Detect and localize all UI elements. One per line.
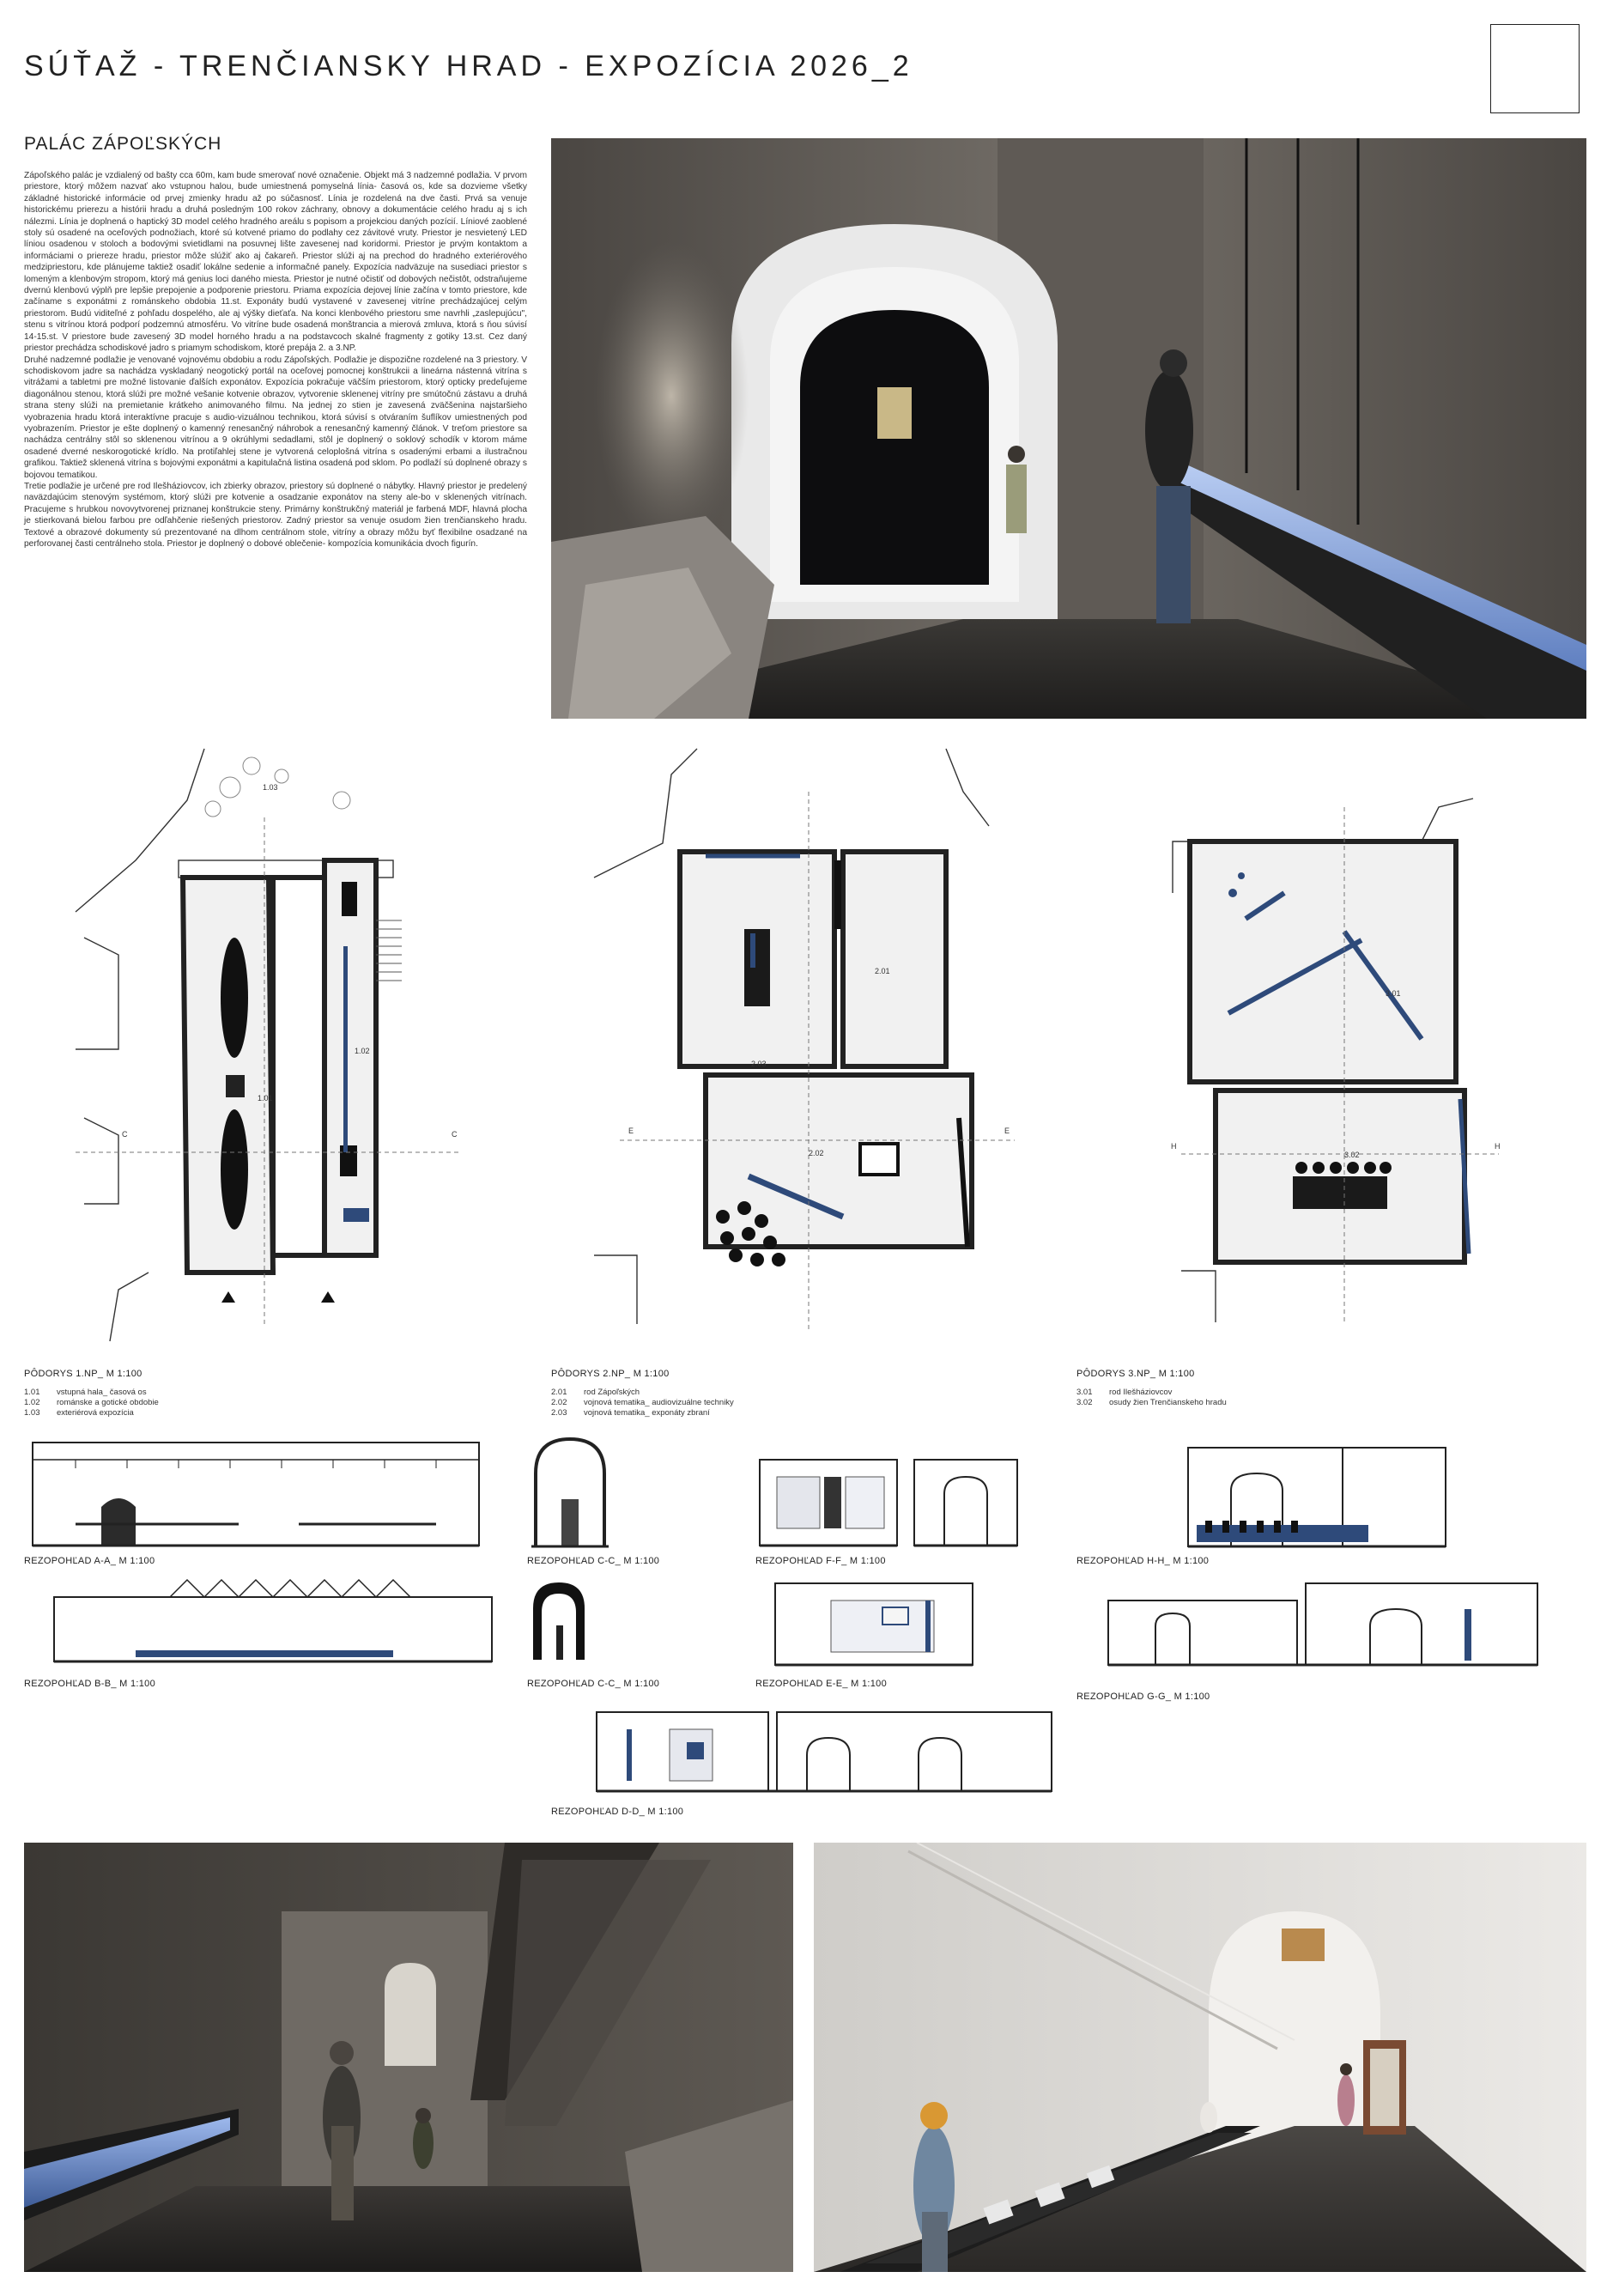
section-gg-caption: REZOPOHĽAD G-G_ M 1:100 — [1076, 1692, 1210, 1702]
plan-2np-caption: PÔDORYS 2.NP_ M 1:100 — [551, 1369, 670, 1379]
plan-1np-caption: PÔDORYS 1.NP_ M 1:100 — [24, 1369, 143, 1379]
legend-text: rod Zápoľských — [584, 1388, 640, 1397]
section-ee-drawing — [771, 1575, 977, 1669]
room-label-201: 2.01 — [875, 967, 890, 975]
floor-plan-1np — [67, 740, 470, 1358]
section-mark-h-left: H — [1171, 1142, 1177, 1151]
section-gg-drawing — [1104, 1575, 1542, 1669]
legend-text: vojnová tematika_ exponáty zbraní — [584, 1408, 710, 1418]
section-mark-e-left: E — [628, 1127, 634, 1135]
section-mark-h-right: H — [1495, 1142, 1501, 1151]
legend-text: vojnová tematika_ audiovizuálne techniky — [584, 1398, 734, 1407]
legend-code: 1.02 — [24, 1398, 40, 1407]
plan-2np-legend — [551, 1388, 734, 1418]
plan-3np-legend — [1076, 1388, 1227, 1408]
section-subtitle: PALÁC ZÁPOĽSKÝCH — [24, 134, 222, 154]
paragraph-2: Druhé nadzemné podlažie je venované vojnovému obdobiu a rodu Zápoľských. Podlažie je dispozične rozdelené na 3 priestory. V schodiskovom jadre sa nachádza vyskladaný neogotický portál na oceľovej pomocnej konštrukcii a lineárna nástenná vitrína s vitrážami a tabletmi pre možné listovanie ďalších exponátov. Expozícia pokračuje väčším priestorom, ktorý opticky predeľujeme diagonálnou stenou, ktorá slúži pre možné vešanie kotvenie obrazov, vytvorenie sklenenej vitríny pre smútočnú zástavu a druhá strana steny slúži na premietanie krátkeho animovaného filmu. Na jednej zo stien je zavesená zväčšenina najstaršieho vyobrazenia hradu ktorá interaktívne pracuje s audio-vizuálnou technikou, ktorá súvisí s otváraním šuflíkov umiestnených pod vyobrazením. Priestor je ešte doplnený o kamenný renesančný náhrobok a renesančný kamenný článok. V treťom priestore sa nachádza centrálny stôl so sklenenou vitrínou a 9 okrúhlymi sedadlami, stôl je doplnený o soklový schodík v ktorom máme osadené dverné neskorogotické krídlo. Na protiľahlej stene je vytvorená celoplošná vitrína s osadenými erbami a ilustračnou grafikou. Taktiež sklenená vitrína s bojovými exponátmi a kapitulačná listina osadená pod sklom. Po podlaží sú doplnené obrazy s bojovou tematikou. — [24, 355, 527, 480]
section-cc2-drawing — [529, 1578, 589, 1664]
paragraph-1: Zápoľského palác je vzdialený od bašty cca 60m, kam bude smerovať nové označenie. Objekt má 3 nadzemné podlažia. V prvom priestore, ktorý môžem nazvať ako vstupnou halou, bude umiestnená pomyselná línia- časová os, kde sa dozvieme všetky základné historické informácie od prvej zmienky hradu až po súčasnosť. Línia je rozdelená na dve časti. Prvá sa venuje historickému prierezu a histórii hradu a druhá posledným 100 rokov záchrany, obnovy a dokumentácie celého hradu aj s ich nálezmi. Línia je doplnená o haptický 3D model celého hradného areálu s popisom a projekciou daných pozícií. Líniové zaoblené stoly sú osadené na oceľových podnožiach, ktoré sú kotvené priamo do podlahy cez závitové vruty. Priestor je nesvietený LED líniou osadenou v stoloch a bodovými svietidlami na posuvnej lište zavesenej nad koridormi. Priestor je prvým kontaktom a informáciami o priereze hradu, priestor môže slúžiť ako aj čakareň. Priestor slúži aj na prechod do hradného exteriérového medzipriestoru, kde plánujeme taktiež osadiť lokálne sedenie a informačné panely. Expozícia nadväzuje na susediaci priestor s lomeným a klenbovým stropom, ktorý má genius loci daného miesta. Priestor je nutné očistiť od dobových nečistôt, odstraňujeme dvernú klenbovú výplň pre lepšie prepojenie a podporenie priestoru. Priama expozícia dejovej línie začína v tomto priestore, kde začíname s exponátmi z románskeho obdobia 11.st. Exponáty budú vystavené v zavesenej vitríne prechádzajúcej celým priestorom. Budú viditeľné z pohľadu dospelého, ale aj výšky dieťaťa. Na konci klenbového priestoru sme navrhli „zaslepujúcu", stenu s vitrínou ktorá podporí podzemnú atmosféru. Vo vitríne bude osadená monštrancia a mierová zmluva, ktorá s ňou súvisí 14-15.st. V priestore bude zavesený 3D model horného hradu a na podstavcoch skalné fragmenty z gotiky 13.st. Cez daný priestor prechádza schodiskové jadro s priamym schodiskom, ktoré prepája 2. a 3.NP. — [24, 171, 527, 354]
room-label-103: 1.03 — [263, 783, 278, 792]
section-bb-drawing — [50, 1571, 496, 1666]
corner-frame — [1490, 24, 1580, 113]
paragraph-3: Tretie podlažie je určené pre rod Ilešháziovcov, ich zbierky obrazov, priestory sú doplnené o nábytky. Hlavný priestor je predelený naväzdajúcim stenovým systémom, ktorý slúži pre kotvenie a osadzanie exponátov na steny ale-bo v sklenených vitrínach. Pracujeme s hrubkou novovytvorenej priznanej konštrukcie steny. Primárny konštrukčný materiál je farbená MDF, hlavná plocha je stierkovaná bielou farbou pre odľahčenie riešených priestorov. Zadný priestor sa venuje osudom žien trenčianskeho hradu. Textové a obrazové dokumenty sú prezentované na dlhom centrálnom stole, vitríny a obrazy môžu byť flexibilne osadzané na perforovanej časti centrálneho stola. Priestor je doplnený o dobové oblečenie- kompozícia komunikácia dvoch figurín. — [24, 481, 527, 549]
section-aa-drawing — [24, 1434, 488, 1551]
legend-code: 2.01 — [551, 1388, 567, 1397]
legend-code: 3.01 — [1076, 1388, 1093, 1397]
legend-text: rod Ilešháziovcov — [1109, 1388, 1173, 1397]
legend-code: 3.02 — [1076, 1398, 1093, 1407]
section-mark-e-right: E — [1004, 1127, 1010, 1135]
section-ff-drawing-2 — [910, 1451, 1022, 1551]
room-label-203: 2.03 — [751, 1060, 767, 1068]
legend-code: 2.03 — [551, 1408, 567, 1418]
legend-text: vstupná hala_ časová os — [57, 1388, 147, 1397]
description-text — [24, 170, 527, 550]
room-label-202: 2.02 — [809, 1149, 824, 1157]
section-dd-drawing — [592, 1704, 1056, 1796]
room-label-301: 3.01 — [1386, 989, 1401, 998]
section-cc2-caption: REZOPOHĽAD C-C_ M 1:100 — [527, 1679, 660, 1689]
section-hh-drawing — [1076, 1439, 1463, 1551]
page-title: SÚŤAŽ - TRENČIANSKY HRAD - EXPOZÍCIA 2026_2 — [24, 50, 913, 82]
section-cc1-caption: REZOPOHĽAD C-C_ M 1:100 — [527, 1556, 660, 1566]
legend-text: osudy žien Trenčianskeho hradu — [1109, 1398, 1227, 1407]
bottom-left-render-image — [24, 1843, 793, 2272]
section-mark-c-right: C — [452, 1130, 458, 1139]
top-render-image — [551, 138, 1586, 719]
section-hh-caption: REZOPOHĽAD H-H_ M 1:100 — [1076, 1556, 1210, 1566]
section-ff-drawing — [755, 1451, 901, 1551]
plan-1np-legend — [24, 1388, 159, 1418]
section-bb-caption: REZOPOHĽAD B-B_ M 1:100 — [24, 1679, 156, 1689]
legend-code: 1.03 — [24, 1408, 40, 1418]
section-aa-caption: REZOPOHĽAD A-A_ M 1:100 — [24, 1556, 155, 1566]
white-gallery-render — [814, 1843, 1586, 2272]
staircase-hall-render — [24, 1843, 793, 2272]
plan-3np-caption: PÔDORYS 3.NP_ M 1:100 — [1076, 1369, 1195, 1379]
section-cc1-drawing — [527, 1430, 613, 1551]
floor-plan-3np — [1164, 790, 1507, 1357]
section-ff-caption: REZOPOHĽAD F-F_ M 1:100 — [755, 1556, 886, 1566]
floor-plan-2np — [585, 740, 1032, 1358]
section-ee-caption: REZOPOHĽAD E-E_ M 1:100 — [755, 1679, 888, 1689]
room-label-302: 3.02 — [1344, 1151, 1360, 1159]
legend-text: románske a gotické obdobie — [57, 1398, 159, 1407]
legend-code: 1.01 — [24, 1388, 40, 1397]
vaulted-corridor-render — [551, 138, 1586, 719]
bottom-right-render-image — [814, 1843, 1586, 2272]
legend-code: 2.02 — [551, 1398, 567, 1407]
room-label-102: 1.02 — [355, 1047, 370, 1055]
room-label-101: 1.01 — [258, 1094, 273, 1102]
legend-text: exteriérová expozícia — [57, 1408, 134, 1418]
section-mark-c-left: C — [122, 1130, 128, 1139]
section-dd-caption: REZOPOHĽAD D-D_ M 1:100 — [551, 1807, 684, 1817]
